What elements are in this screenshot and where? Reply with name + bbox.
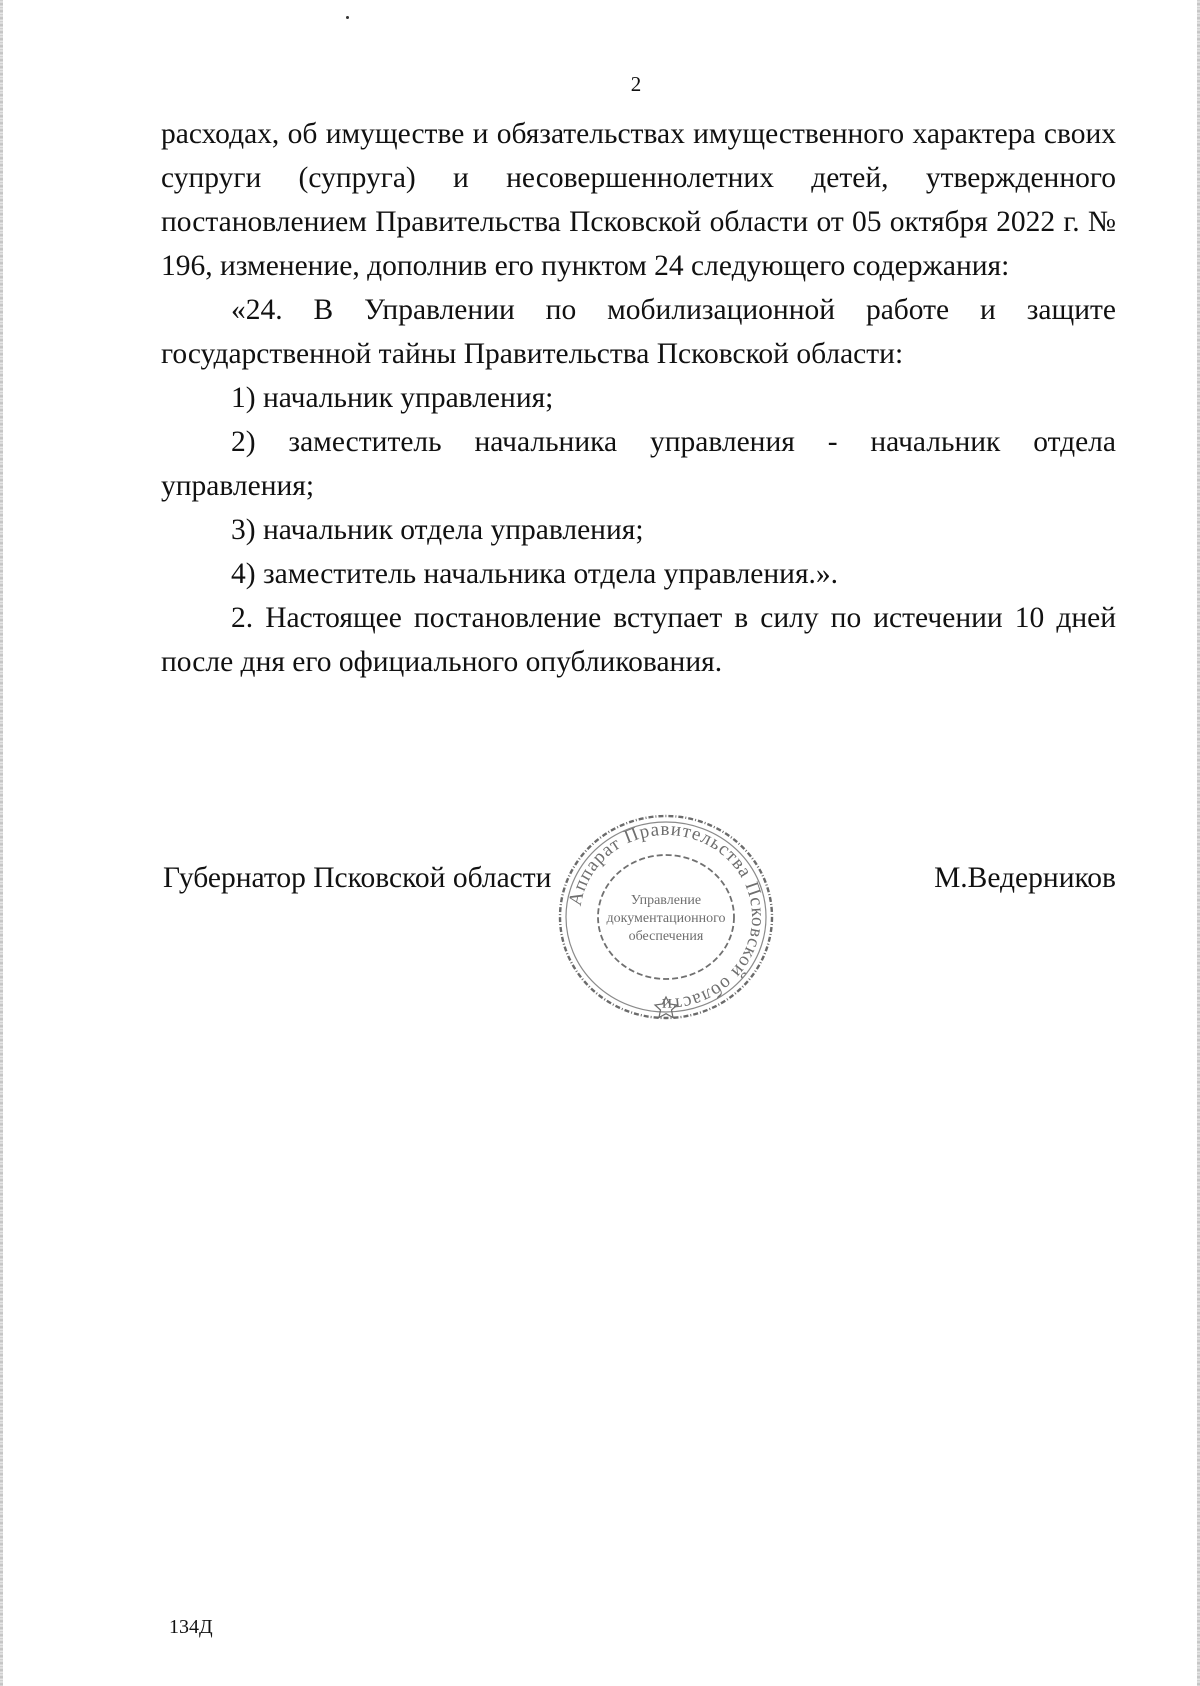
official-seal-stamp bbox=[553, 808, 779, 1026]
list-item-3: 3) начальник отдела управления; bbox=[231, 514, 644, 546]
page-number: 2 bbox=[630, 72, 642, 96]
scan-edge-left bbox=[0, 0, 3, 1686]
seal-outer-text: Аппарат Правительства Псковской области bbox=[564, 818, 769, 1016]
list-item-4: 4) заместитель начальника отдела управления.». bbox=[231, 558, 839, 590]
document-body bbox=[161, 112, 1116, 684]
scan-speck bbox=[346, 16, 349, 19]
seal-inner-line-2: документационного bbox=[606, 911, 726, 926]
paragraph-continuation: расходах, об имуществе и обязательствах имущественного характера своих супруги (супруга) и несовершеннолетних детей, утвержденного постановлением Правительства Псковской области от 05 октября 2022 г. № 196, изменение, дополнив его пунктом 24 следующего содержания: bbox=[161, 118, 1116, 282]
signer-name: М.Ведерников bbox=[934, 862, 1116, 894]
seal-inner-line-1: Управление bbox=[630, 893, 702, 908]
list-item-2: 2) заместитель начальника управления - начальник отдела управления; bbox=[161, 426, 1116, 502]
paragraph-item-24: «24. В Управлении по мобилизационной работе и защите государственной тайны Правительства Псковской области: bbox=[161, 294, 1116, 370]
registry-number: 134Д bbox=[169, 1616, 213, 1638]
seal-inner-line-3: обеспечения bbox=[628, 929, 704, 944]
signer-title: Губернатор Псковской области bbox=[163, 862, 552, 894]
paragraph-effective-date: 2. Настоящее постановление вступает в силу по истечении 10 дней после дня его официального опубликования. bbox=[161, 602, 1116, 678]
list-item-1: 1) начальник управления; bbox=[231, 382, 554, 414]
